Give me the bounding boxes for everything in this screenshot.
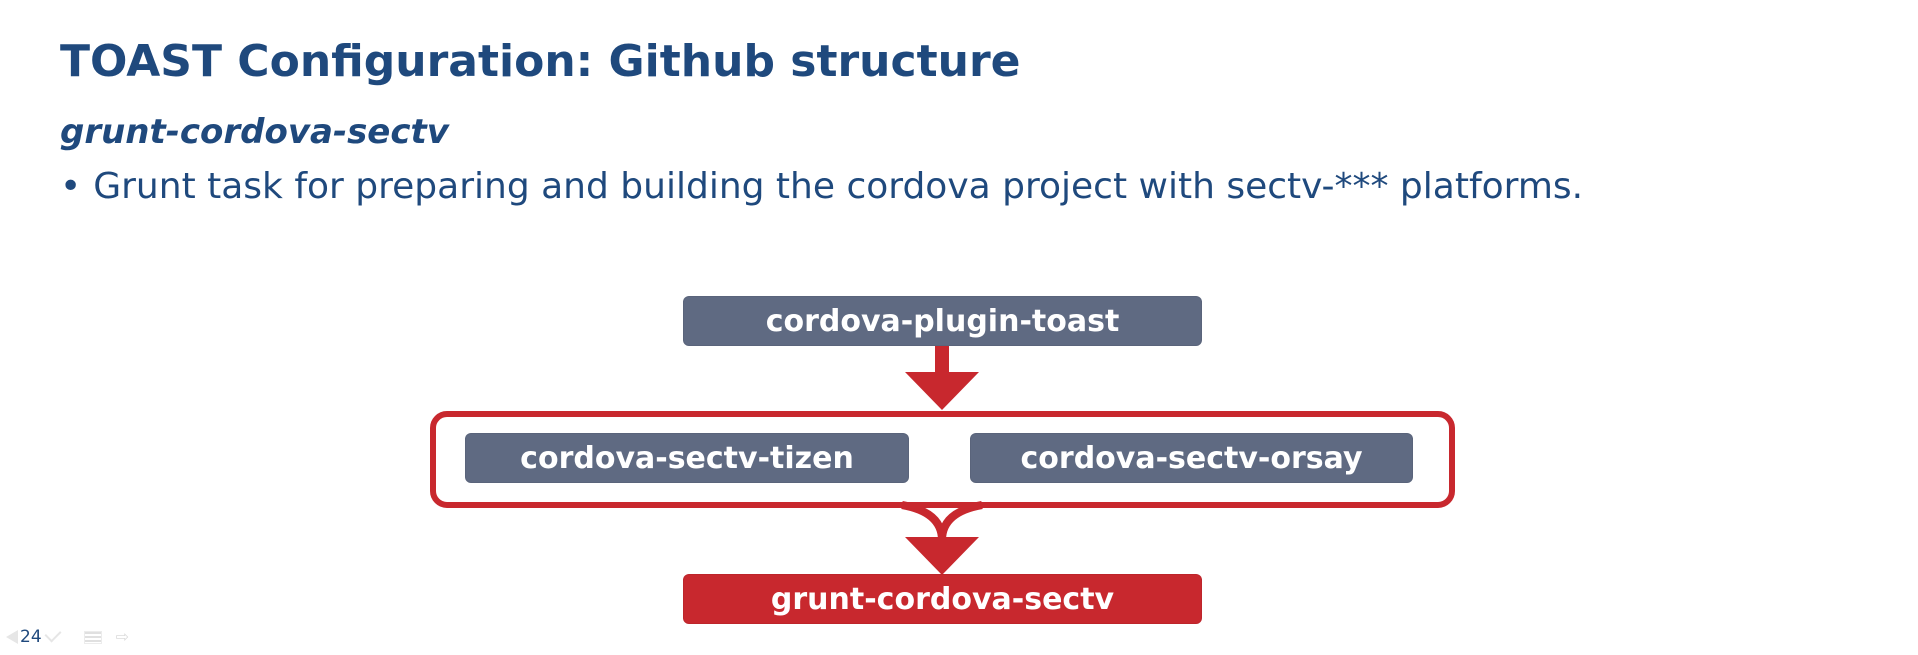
bottom-connector-curve-right <box>942 505 982 540</box>
page-chevron-icon[interactable] <box>44 626 61 643</box>
node-cordova-plugin-toast: cordova-plugin-toast <box>683 296 1202 346</box>
bullet-item <box>60 163 1583 211</box>
slide-subtitle: grunt-cordova-sectv <box>60 112 449 152</box>
top-arrowhead <box>905 372 979 410</box>
bullet-text: Grunt task for preparing and building the cordova project with sectv-*** platforms. <box>93 166 1584 207</box>
previous-arrow-icon[interactable] <box>6 630 18 644</box>
bottom-connector-curve <box>902 505 942 540</box>
bottom-arrowhead <box>905 537 979 575</box>
slide-menu-icon[interactable] <box>84 631 102 644</box>
next-arrow-icon[interactable]: ⇨ <box>115 627 130 646</box>
page-number: 24 <box>20 627 42 647</box>
node-cordova-sectv-tizen: cordova-sectv-tizen <box>465 433 909 483</box>
top-connector-shaft <box>935 345 949 375</box>
slide-title: TOAST Configuration: Github structure <box>60 36 1021 87</box>
bullet-marker: • <box>60 166 82 207</box>
node-grunt-cordova-sectv: grunt-cordova-sectv <box>683 574 1202 624</box>
node-cordova-sectv-orsay: cordova-sectv-orsay <box>970 433 1413 483</box>
slide-navigation <box>6 627 129 647</box>
